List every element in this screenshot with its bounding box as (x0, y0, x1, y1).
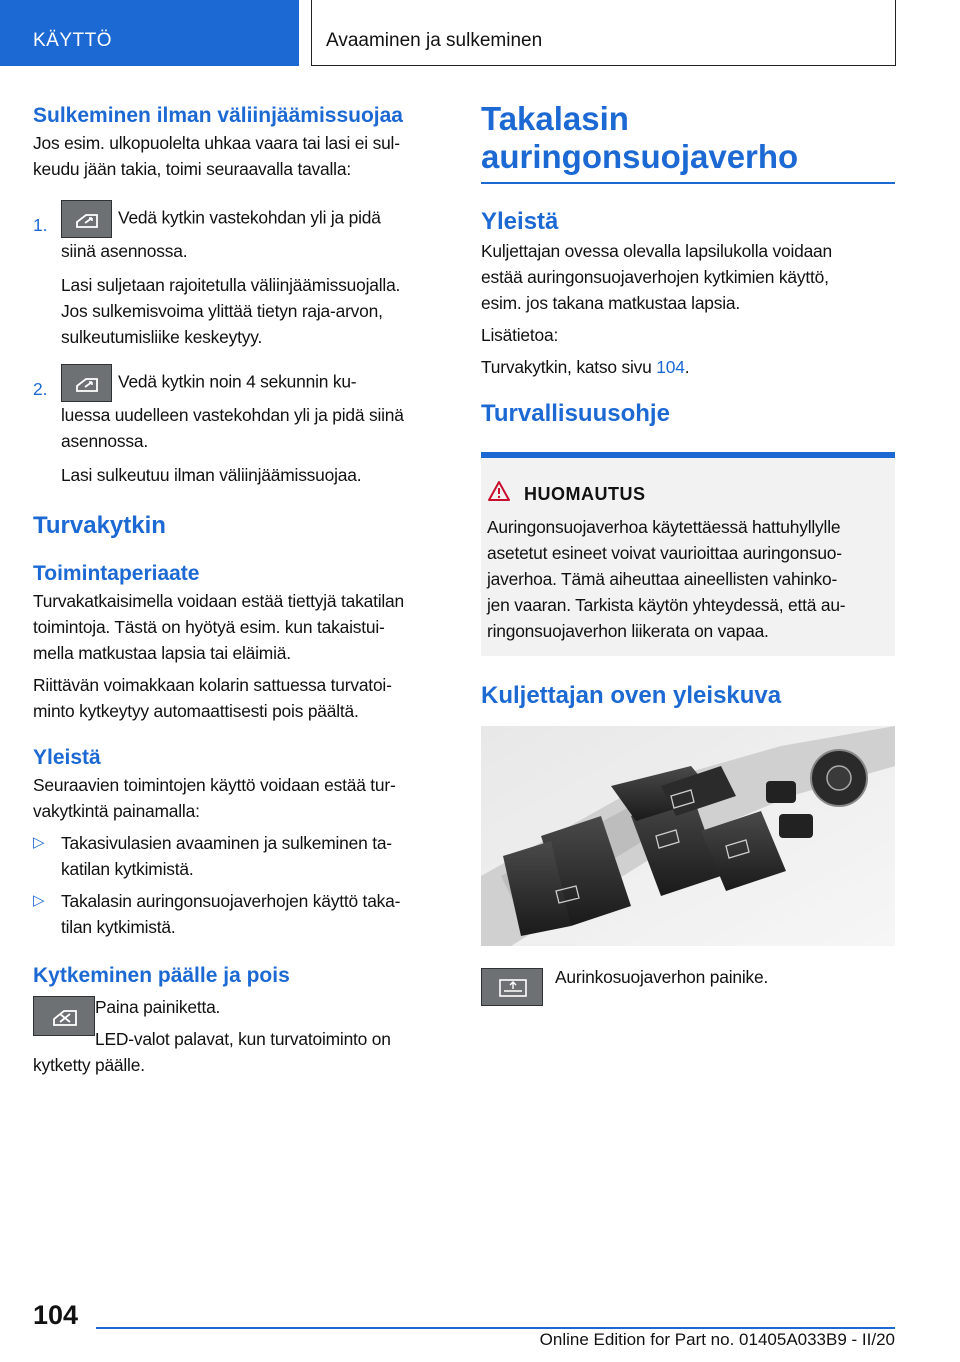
list-item (33, 830, 447, 882)
step-number: 1. (33, 215, 48, 235)
list-item (33, 888, 447, 940)
paragraph: esim. jos takana matkustaa lapsia. (481, 293, 741, 313)
paragraph: Turvakatkaisimella voidaan estää tiettyjä takatilan (33, 591, 404, 611)
footer-rule (96, 1327, 895, 1329)
warning-icon (487, 480, 511, 502)
paragraph: Jos esim. ulkopuolelta uhkaa vaara tai lasi ei sul- (33, 133, 400, 153)
paragraph: minto kytkeytyy automaattisesti pois päältä. (33, 701, 359, 721)
notice-text: jen vaaran. Tarkista käytön yhteydessä, että au- (487, 595, 846, 615)
step-2 (33, 364, 447, 488)
right-column (481, 100, 895, 176)
notice-text: javerhoa. Tämä aiheuttaa aineellisten vahinko- (487, 569, 838, 589)
page-link[interactable]: 104 (656, 357, 685, 377)
paragraph: Kuljettajan ovessa olevalla lapsilukolla voidaan (481, 241, 833, 261)
reference-text: Turvakytkin, katso sivu (481, 357, 657, 377)
left-column (33, 100, 447, 1078)
step-result: Lasi sulkeutuu ilman väliinjäämissuojaa. (61, 465, 362, 485)
paragraph: toimintoja. Tästä on hyötyä esim. kun takaistui- (33, 617, 385, 637)
step-text: luessa uudelleen vastekohdan yli ja pidä siinä (61, 405, 404, 425)
list-text: katilan kytkimistä. (61, 859, 194, 879)
heading-toimintaperiaate: Toimintaperiaate (33, 562, 200, 585)
step-text: Vedä kytkin vastekohdan yli ja pidä (118, 207, 381, 228)
paragraph: vakytkintä painamalla: (33, 801, 200, 821)
notice-body (487, 514, 891, 644)
notice-text: Auringonsuojaverhoa käytettäessä hattuhyllylle (487, 517, 841, 537)
safety-switch-icon (33, 996, 95, 1036)
heading-turvallisuusohje: Turvallisuusohje (481, 400, 670, 427)
triangle-bullet-icon: ▷ (33, 892, 45, 909)
step-text: Vedä kytkin noin 4 sekunnin ku- (118, 371, 357, 392)
heading-takalasin-line2: auringonsuojaverho (481, 138, 799, 175)
step-1 (33, 200, 447, 350)
footer-edition: Online Edition for Part no. 01405A033B9 - II/20 (539, 1330, 895, 1349)
section-tab (0, 0, 299, 66)
kytkeminen-block (33, 994, 447, 1078)
heading-yleista: Yleistä (33, 746, 101, 769)
heading-yleista-right: Yleistä (481, 208, 559, 235)
paragraph: keudu jään takia, toimi seuraavalla tavalla: (33, 159, 351, 179)
photo-caption: Aurinkosuojaverhon painike. (555, 967, 769, 987)
notice-box (481, 452, 895, 656)
reference-dot: . (684, 357, 690, 377)
step-result: Lasi suljetaan rajoitetulla väliinjäämissuojalla. (61, 275, 401, 295)
window-switch-icon (61, 200, 112, 238)
step-number: 2. (33, 379, 48, 399)
step-result: Jos sulkemisvoima ylittää tietyn raja-arvon, (61, 301, 383, 321)
paragraph: mella matkustaa lapsia tai eläimiä. (33, 643, 291, 663)
list-text: Takalasin auringonsuojaverhojen käyttö taka- (61, 891, 401, 911)
notice-title: HUOMAUTUS (524, 484, 646, 504)
heading-kuljettajan: Kuljettajan oven yleiskuva (481, 682, 782, 709)
notice-text: asetetut esineet voivat vaurioittaa auringonsuo- (487, 543, 842, 563)
page-number: 104 (33, 1300, 79, 1330)
heading-turvakytkin: Turvakytkin (33, 512, 166, 539)
chapter-box (311, 0, 896, 66)
chapter-title: Avaaminen ja sulkeminen (326, 30, 543, 51)
window-switch-icon (61, 364, 112, 402)
paragraph: kytketty päälle. (33, 1055, 145, 1075)
section-label: KÄYTTÖ (33, 30, 113, 51)
heading-rule (481, 182, 895, 184)
list-text: Takasivulasien avaaminen ja sulkeminen ta- (61, 833, 392, 853)
notice-text: ringonsuojaverhon liikerata on vapaa. (487, 621, 769, 641)
paragraph: Seuraavien toimintojen käyttö voidaan estää tur- (33, 775, 396, 795)
paragraph: estää auringonsuojaverhojen kytkimien käyttö, (481, 267, 829, 287)
right-column-body (481, 206, 895, 430)
triangle-bullet-icon: ▷ (33, 834, 45, 851)
paragraph: LED-valot palavat, kun turvatoiminto on (95, 1029, 391, 1049)
paragraph: Lisätietoa: (481, 325, 559, 345)
list-text: tilan kytkimistä. (61, 917, 176, 937)
sunblind-button-icon (481, 968, 543, 1006)
paragraph: Paina painiketta. (95, 997, 221, 1017)
step-text: siinä asennossa. (61, 241, 188, 261)
paragraph: Riittävän voimakkaan kolarin sattuessa turvatoi- (33, 675, 392, 695)
step-text: asennossa. (61, 431, 148, 451)
cross-reference (481, 354, 895, 380)
heading-kytkeminen: Kytkeminen päälle ja pois (33, 964, 290, 987)
step-result: sulkeutumisliike keskeytyy. (61, 327, 263, 347)
heading-sulkeminen: Sulkeminen ilman väliinjäämissuojaa (33, 104, 403, 127)
heading-takalasin-line1: Takalasin (481, 100, 629, 137)
door-panel-photo (481, 726, 895, 946)
